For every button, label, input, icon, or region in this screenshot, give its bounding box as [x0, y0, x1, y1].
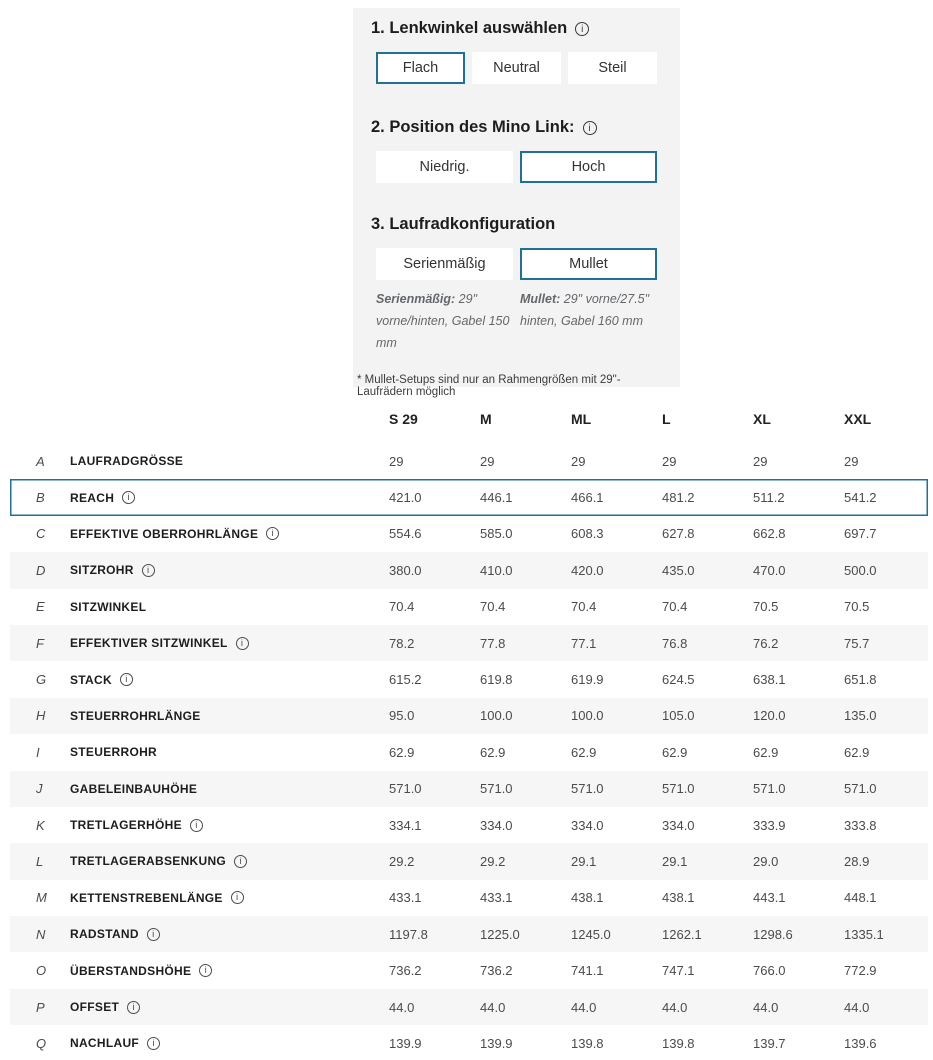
value-cell: 139.8 — [662, 1035, 695, 1051]
value-cell: 29 — [844, 453, 859, 469]
value-cell: 511.2 — [753, 490, 785, 506]
row-label-cell — [70, 854, 389, 868]
value-cell: 139.9 — [389, 1035, 422, 1051]
value-cell: 62.9 — [753, 744, 779, 760]
value-cell: 76.2 — [753, 635, 779, 651]
table-row[interactable] — [10, 843, 928, 879]
value-cell: 44.0 — [753, 999, 779, 1015]
value-cell: 662.8 — [753, 526, 786, 542]
table-row[interactable] — [10, 734, 928, 770]
row-label: TRETLAGERABSENKUNG — [70, 854, 227, 869]
value-cell: 615.2 — [389, 672, 422, 688]
table-row[interactable] — [10, 916, 928, 952]
value-cell: 500.0 — [844, 562, 877, 578]
option-button[interactable]: Steil — [568, 52, 657, 84]
geometry-table — [0, 399, 933, 1060]
value-cell: 29 — [571, 453, 586, 469]
table-row[interactable] — [10, 625, 928, 661]
section-heading — [371, 216, 666, 233]
value-cell: 433.1 — [389, 890, 422, 906]
row-letter: L — [36, 853, 44, 869]
column-header: L — [662, 411, 671, 427]
value-cell: 747.1 — [662, 963, 695, 979]
config-panel — [353, 8, 680, 398]
value-cell: 571.0 — [389, 781, 422, 797]
value-cell: 420.0 — [571, 562, 604, 578]
section-title: 3. Laufradkonfiguration — [371, 215, 556, 233]
value-cell: 70.4 — [571, 599, 597, 615]
value-cell: 77.8 — [480, 635, 506, 651]
value-cell: 77.1 — [571, 635, 597, 651]
row-label: EFFEKTIVER SITZWINKEL — [70, 636, 228, 651]
info-icon[interactable] — [266, 527, 279, 540]
value-cell: 28.9 — [844, 853, 870, 869]
row-label-cell — [70, 891, 389, 905]
value-cell: 438.1 — [662, 890, 695, 906]
info-icon[interactable] — [147, 1037, 160, 1050]
info-icon[interactable] — [147, 928, 160, 941]
value-cell: 571.0 — [480, 781, 513, 797]
value-cell: 105.0 — [662, 708, 695, 724]
row-label: GABELEINBAUHÖHE — [70, 781, 198, 796]
info-icon[interactable] — [583, 121, 597, 135]
value-cell: 380.0 — [389, 562, 422, 578]
info-icon[interactable] — [234, 855, 247, 868]
config-sections — [371, 20, 666, 354]
section-heading — [371, 20, 666, 37]
info-icon[interactable] — [236, 637, 249, 650]
value-cell: 772.9 — [844, 963, 877, 979]
value-cell: 736.2 — [389, 963, 422, 979]
row-label-cell — [70, 927, 389, 941]
option-button-group — [376, 52, 666, 84]
config-section-3 — [371, 216, 666, 354]
value-cell: 741.1 — [571, 963, 604, 979]
row-letter: E — [36, 599, 45, 615]
row-label-cell — [70, 745, 389, 759]
row-letter: J — [36, 781, 43, 797]
value-cell: 135.0 — [844, 708, 877, 724]
value-cell: 44.0 — [844, 999, 870, 1015]
value-cell: 1225.0 — [480, 926, 520, 942]
row-letter: C — [36, 526, 46, 542]
row-letter: A — [36, 453, 45, 469]
table-row[interactable] — [10, 989, 928, 1025]
row-letter: P — [36, 999, 45, 1015]
value-cell: 571.0 — [662, 781, 695, 797]
option-description-text: 29" vorne/hinten, Gabel 150 mm — [376, 292, 510, 350]
value-cell: 44.0 — [389, 999, 415, 1015]
row-letter: K — [36, 817, 45, 833]
option-button[interactable]: Mullet — [520, 248, 657, 280]
option-button[interactable]: Neutral — [472, 52, 561, 84]
value-cell: 44.0 — [662, 999, 688, 1015]
value-cell: 29 — [753, 453, 768, 469]
option-description-lead: Serienmäßig: — [376, 292, 456, 306]
value-cell: 62.9 — [662, 744, 688, 760]
info-icon[interactable] — [142, 564, 155, 577]
row-label: KETTENSTREBENLÄNGE — [70, 890, 223, 905]
value-cell: 571.0 — [571, 781, 604, 797]
row-label: ÜBERSTANDSHÖHE — [70, 963, 192, 978]
info-icon[interactable] — [120, 673, 133, 686]
row-letter: D — [36, 562, 46, 578]
mullet-footnote: * Mullet-Setups sind nur an Rahmengrößen mit 29"-Laufrädern möglich — [357, 374, 621, 398]
row-label: EFFEKTIVE OBERROHRLÄNGE — [70, 526, 259, 541]
row-letter: M — [36, 890, 47, 906]
row-letter: N — [36, 926, 46, 942]
value-cell: 29 — [480, 453, 495, 469]
table-row[interactable] — [10, 1025, 928, 1060]
row-label-cell — [70, 636, 389, 650]
value-cell: 481.2 — [662, 490, 695, 506]
value-cell: 1262.1 — [662, 926, 702, 942]
value-cell: 29.1 — [662, 853, 688, 869]
value-cell: 76.8 — [662, 635, 688, 651]
info-icon[interactable] — [122, 491, 135, 504]
row-label: RADSTAND — [70, 927, 139, 942]
column-header: XL — [753, 411, 771, 427]
row-label-cell — [70, 454, 389, 468]
row-label-cell — [70, 491, 389, 505]
value-cell: 62.9 — [571, 744, 597, 760]
row-label: STEUERROHRLÄNGE — [70, 708, 201, 723]
value-cell: 29.2 — [389, 853, 415, 869]
row-label-cell — [70, 782, 389, 796]
value-cell: 619.8 — [480, 672, 513, 688]
column-header: XXL — [844, 411, 872, 427]
value-cell: 29.2 — [480, 853, 506, 869]
value-cell: 571.0 — [844, 781, 877, 797]
option-button-group — [376, 248, 666, 280]
info-icon[interactable] — [190, 819, 203, 832]
value-cell: 334.1 — [389, 817, 422, 833]
value-cell: 638.1 — [753, 672, 786, 688]
row-label-cell — [70, 964, 389, 978]
value-cell: 433.1 — [480, 890, 513, 906]
row-label: LAUFRADGRÖSSE — [70, 454, 184, 469]
value-cell: 766.0 — [753, 963, 786, 979]
row-letter: B — [36, 490, 45, 506]
row-label-cell — [70, 1036, 389, 1050]
value-cell: 736.2 — [480, 963, 513, 979]
row-letter: Q — [36, 1035, 47, 1051]
value-cell: 44.0 — [571, 999, 597, 1015]
value-cell: 139.8 — [571, 1035, 604, 1051]
option-button[interactable]: Hoch — [520, 151, 657, 183]
option-description-text: 29" vorne/27.5" hinten, Gabel 160 mm — [520, 292, 650, 328]
value-cell: 466.1 — [571, 490, 604, 506]
table-row[interactable] — [10, 552, 928, 588]
row-label: SITZROHR — [70, 563, 134, 578]
row-letter: O — [36, 963, 47, 979]
option-button[interactable]: Flach — [376, 52, 465, 84]
value-cell: 333.8 — [844, 817, 877, 833]
value-cell: 100.0 — [571, 708, 604, 724]
column-header: ML — [571, 411, 592, 427]
value-cell: 70.4 — [662, 599, 688, 615]
value-cell: 624.5 — [662, 672, 695, 688]
info-icon[interactable] — [127, 1001, 140, 1014]
column-header: M — [480, 411, 492, 427]
value-cell: 70.4 — [480, 599, 506, 615]
option-description-lead: Mullet: — [520, 292, 561, 306]
option-descriptions — [376, 288, 666, 354]
value-cell: 571.0 — [753, 781, 786, 797]
value-cell: 1197.8 — [389, 926, 428, 942]
row-label-cell — [70, 673, 389, 687]
row-label: NACHLAUF — [70, 1036, 140, 1051]
value-cell: 334.0 — [571, 817, 604, 833]
section-heading — [371, 119, 666, 136]
row-letter: G — [36, 672, 47, 688]
row-label-cell — [70, 818, 389, 832]
table-row[interactable] — [10, 589, 928, 625]
value-cell: 585.0 — [480, 526, 513, 542]
value-cell: 70.5 — [753, 599, 779, 615]
row-label: STACK — [70, 672, 112, 687]
row-label: REACH — [70, 490, 115, 505]
value-cell: 78.2 — [389, 635, 415, 651]
option-button[interactable]: Niedrig. — [376, 151, 513, 183]
value-cell: 446.1 — [480, 490, 513, 506]
row-letter: H — [36, 708, 46, 724]
value-cell: 438.1 — [571, 890, 604, 906]
value-cell: 608.3 — [571, 526, 604, 542]
value-cell: 62.9 — [480, 744, 506, 760]
value-cell: 1335.1 — [844, 926, 884, 942]
table-row[interactable] — [10, 807, 928, 843]
table-row[interactable] — [10, 952, 928, 988]
value-cell: 1245.0 — [571, 926, 611, 942]
info-icon[interactable] — [231, 891, 244, 904]
table-row[interactable] — [10, 771, 928, 807]
section-title: 2. Position des Mino Link: — [371, 118, 575, 136]
geometry-table-body — [0, 443, 933, 1060]
row-label-cell — [70, 563, 389, 577]
value-cell: 333.9 — [753, 817, 786, 833]
info-icon[interactable] — [575, 22, 589, 36]
option-description — [520, 288, 657, 354]
table-row[interactable] — [10, 698, 928, 734]
value-cell: 651.8 — [844, 672, 877, 688]
row-label: SITZWINKEL — [70, 599, 147, 614]
value-cell: 697.7 — [844, 526, 877, 542]
geometry-table-header — [0, 399, 933, 439]
value-cell: 421.0 — [389, 490, 422, 506]
row-label: OFFSET — [70, 1000, 120, 1015]
option-button[interactable]: Serienmäßig — [376, 248, 513, 280]
value-cell: 448.1 — [844, 890, 877, 906]
value-cell: 139.6 — [844, 1035, 877, 1051]
value-cell: 44.0 — [480, 999, 506, 1015]
table-row[interactable] — [10, 479, 928, 515]
table-row[interactable] — [10, 880, 928, 916]
value-cell: 29.1 — [571, 853, 597, 869]
value-cell: 435.0 — [662, 562, 695, 578]
option-description — [376, 288, 513, 354]
value-cell: 95.0 — [389, 708, 415, 724]
info-icon[interactable] — [199, 964, 212, 977]
row-letter: I — [36, 744, 40, 760]
value-cell: 410.0 — [480, 562, 513, 578]
value-cell: 619.9 — [571, 672, 604, 688]
table-row[interactable] — [10, 443, 928, 479]
table-row[interactable] — [10, 516, 928, 552]
value-cell: 29 — [662, 453, 677, 469]
value-cell: 75.7 — [844, 635, 870, 651]
config-section-1 — [371, 20, 666, 84]
row-label-cell — [70, 600, 389, 614]
value-cell: 62.9 — [389, 744, 415, 760]
value-cell: 334.0 — [662, 817, 695, 833]
value-cell: 139.9 — [480, 1035, 513, 1051]
value-cell: 29.0 — [753, 853, 779, 869]
value-cell: 443.1 — [753, 890, 786, 906]
value-cell: 541.2 — [844, 490, 877, 506]
value-cell: 470.0 — [753, 562, 786, 578]
value-cell: 1298.6 — [753, 926, 793, 942]
value-cell: 100.0 — [480, 708, 513, 724]
value-cell: 139.7 — [753, 1035, 786, 1051]
row-label-cell — [70, 527, 389, 541]
section-title: 1. Lenkwinkel auswählen — [371, 19, 568, 37]
value-cell: 62.9 — [844, 744, 870, 760]
row-label: TRETLAGERHÖHE — [70, 818, 182, 833]
value-cell: 70.5 — [844, 599, 870, 615]
value-cell: 70.4 — [389, 599, 415, 615]
value-cell: 334.0 — [480, 817, 513, 833]
value-cell: 627.8 — [662, 526, 695, 542]
header-row — [10, 399, 928, 439]
row-letter: F — [36, 635, 44, 651]
option-button-group — [376, 151, 666, 183]
value-cell: 554.6 — [389, 526, 422, 542]
config-section-2 — [371, 119, 666, 183]
row-label: STEUERROHR — [70, 745, 158, 760]
column-header: S 29 — [389, 411, 418, 427]
row-label-cell — [70, 1000, 389, 1014]
value-cell: 29 — [389, 453, 404, 469]
table-row[interactable] — [10, 661, 928, 697]
row-label-cell — [70, 709, 389, 723]
value-cell: 120.0 — [753, 708, 786, 724]
